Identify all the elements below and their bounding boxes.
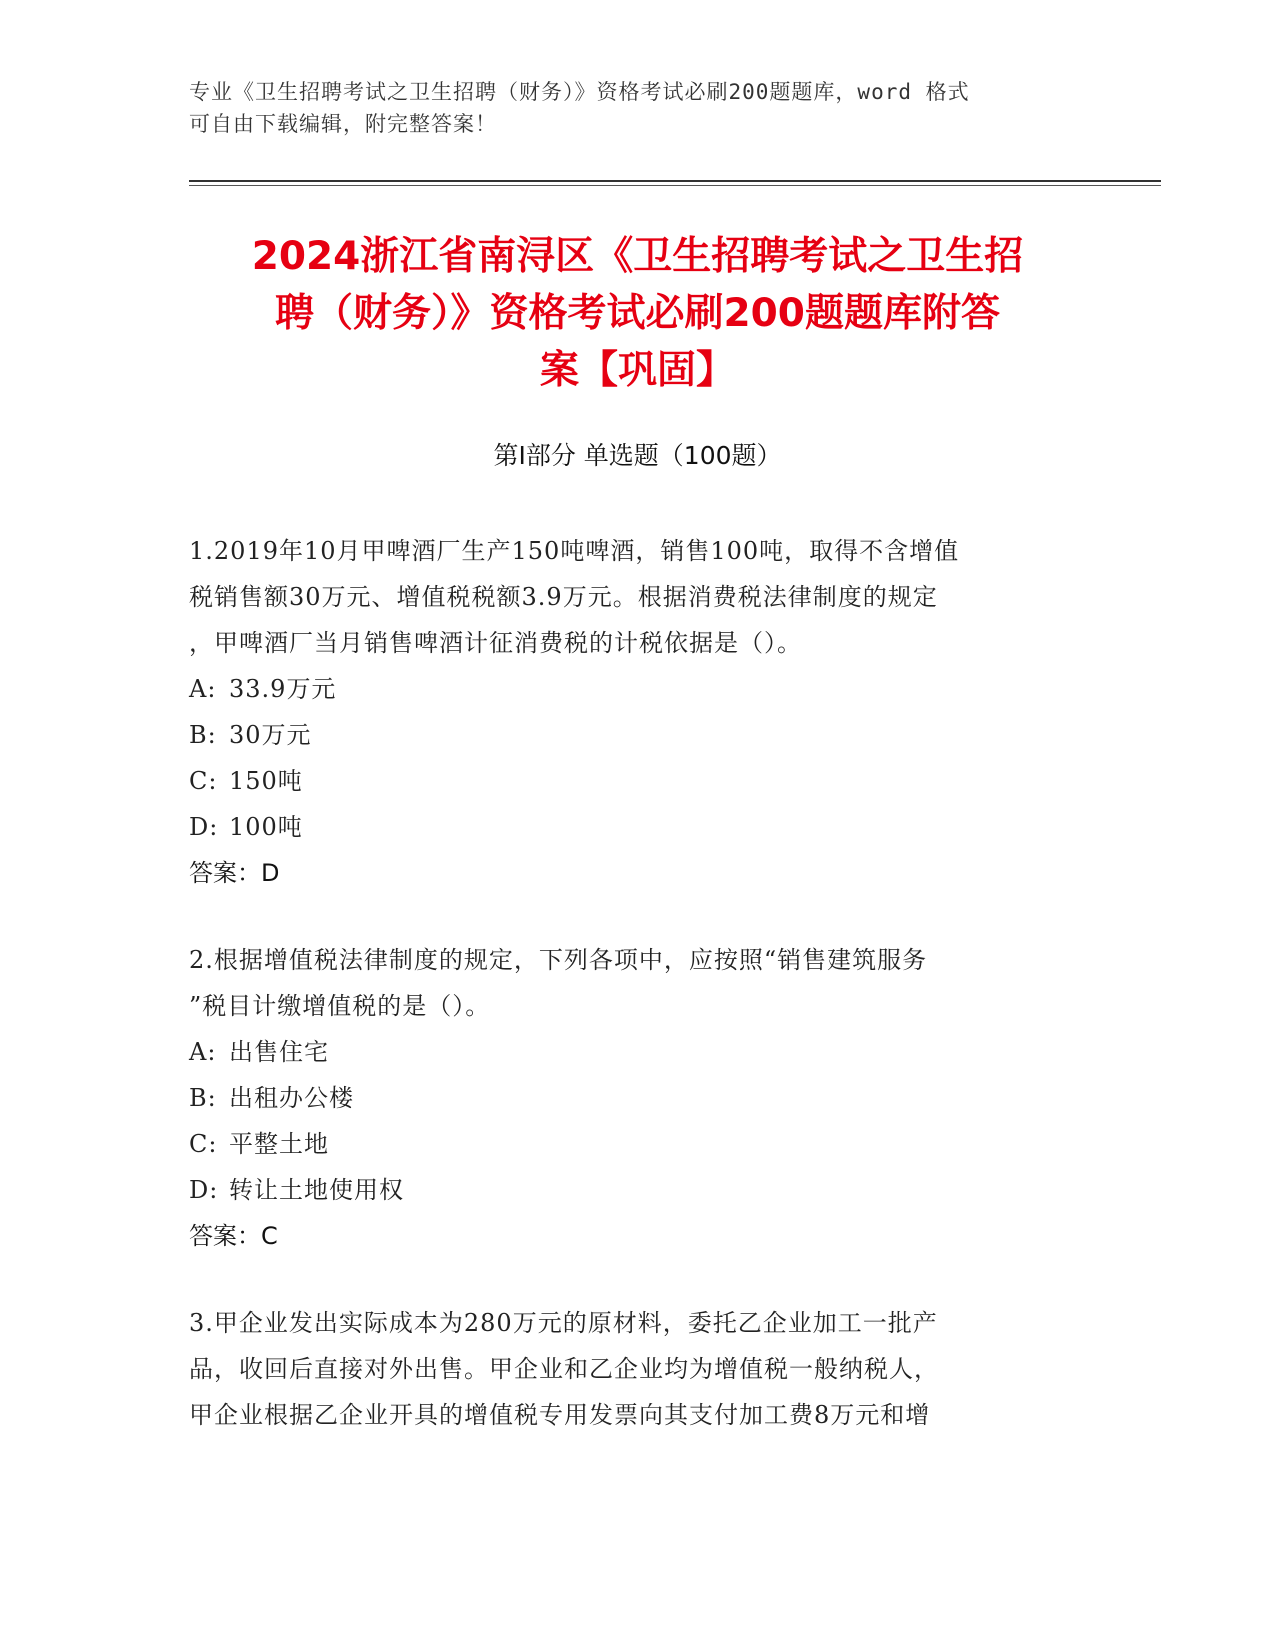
section-heading: 第Ⅰ部分 单选题（100题） <box>493 441 782 470</box>
title-line: 聘（财务）》资格考试必刷200题题库附答 <box>275 291 1000 336</box>
option-c <box>189 1121 1089 1167</box>
answer-line: 答案：D <box>189 859 280 887</box>
option-text: 出租办公楼 <box>229 1084 354 1112</box>
stem-line: 1.2019年10月甲啤酒厂生产150吨啤酒，销售100吨，取得不含增值 <box>189 537 960 565</box>
header-note-line: 专业《卫生招聘考试之卫生招聘（财务）》资格考试必刷200题题库，word 格式 <box>189 80 970 104</box>
option-b <box>189 712 1089 758</box>
option-text: 33.9万元 <box>229 675 337 703</box>
header-note <box>189 76 1069 140</box>
question-stem <box>189 528 1089 666</box>
option-text: 30万元 <box>229 721 312 749</box>
option-text: 转让土地使用权 <box>229 1176 404 1204</box>
option-letter: B: <box>189 721 217 749</box>
option-letter: D: <box>189 1176 219 1204</box>
stem-line: ，甲啤酒厂当月销售啤酒计征消费税的计税依据是（）。 <box>189 629 802 657</box>
option-letter: C: <box>189 1130 218 1158</box>
answer-line: 答案：C <box>189 1222 278 1250</box>
question-2 <box>189 937 1089 1259</box>
header-note-line: 可自由下载编辑，附完整答案！ <box>189 112 497 136</box>
stem-line: 税销售额30万元、增值税税额3.9万元。根据消费税法律制度的规定 <box>189 583 938 611</box>
question-3 <box>189 1300 1089 1438</box>
option-text: 100吨 <box>229 813 303 841</box>
option-a <box>189 1029 1089 1075</box>
option-letter: A: <box>189 675 217 703</box>
option-letter: A: <box>189 1038 217 1066</box>
option-c <box>189 758 1089 804</box>
option-letter: B: <box>189 1084 217 1112</box>
document-title <box>150 228 1125 399</box>
header-divider-thin <box>189 185 1161 186</box>
question-stem <box>189 937 1089 1029</box>
stem-line: 甲企业根据乙企业开具的增值税专用发票向其支付加工费8万元和增 <box>189 1401 931 1429</box>
option-letter: C: <box>189 767 218 795</box>
option-d <box>189 1167 1089 1213</box>
stem-line: 品，收回后直接对外出售。甲企业和乙企业均为增值税一般纳税人， <box>189 1355 939 1383</box>
question-1 <box>189 528 1089 896</box>
question-list <box>189 528 1089 1479</box>
option-text: 150吨 <box>229 767 303 795</box>
stem-line: 2.根据增值税法律制度的规定，下列各项中，应按照“销售建筑服务 <box>189 946 928 974</box>
option-text: 平整土地 <box>229 1130 329 1158</box>
option-d <box>189 804 1089 850</box>
option-text: 出售住宅 <box>229 1038 329 1066</box>
stem-line: 3.甲企业发出实际成本为280万元的原材料，委托乙企业加工一批产 <box>189 1309 938 1337</box>
header-divider <box>189 180 1161 182</box>
title-line: 2024浙江省南浔区《卫生招聘考试之卫生招 <box>251 234 1024 279</box>
option-a <box>189 666 1089 712</box>
option-b <box>189 1075 1089 1121</box>
option-letter: D: <box>189 813 219 841</box>
title-line: 案【巩固】 <box>539 348 735 393</box>
question-stem <box>189 1300 1089 1438</box>
stem-line: ”税目计缴增值税的是（）。 <box>189 992 491 1020</box>
